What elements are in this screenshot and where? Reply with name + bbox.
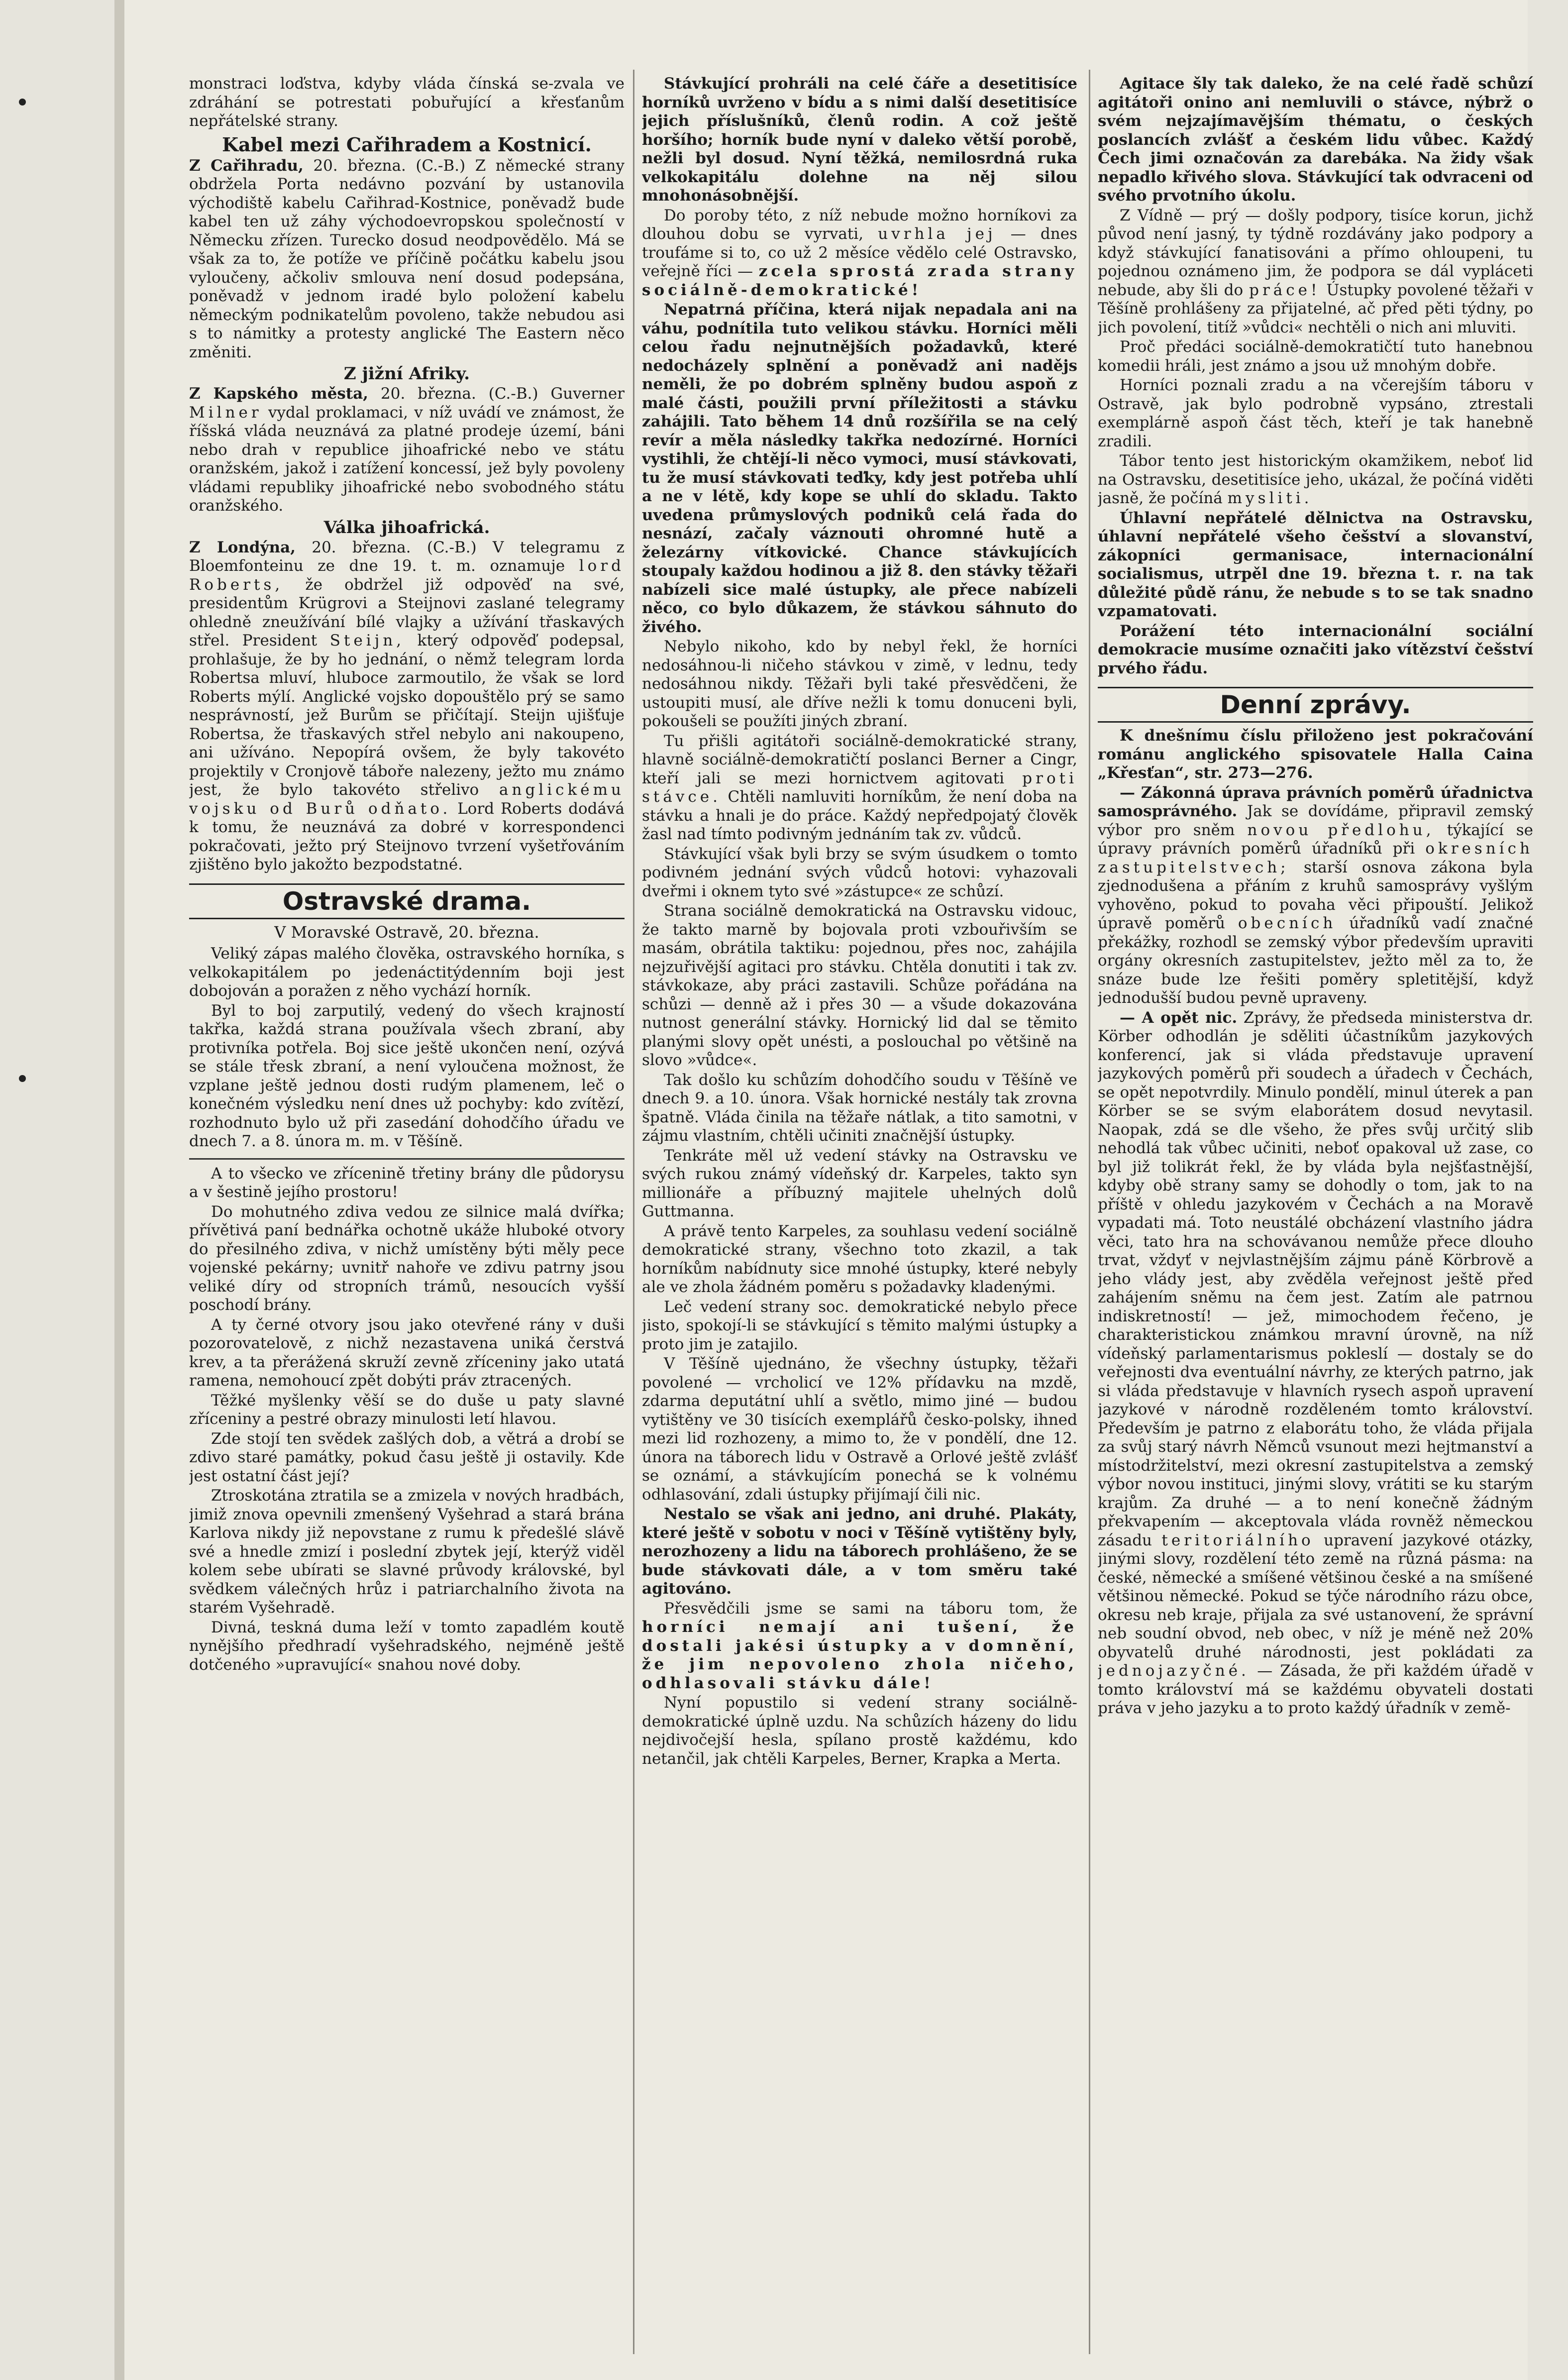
spaced-name: lord Roberts, xyxy=(189,557,625,594)
article-kabel xyxy=(189,157,625,362)
spaced-phrase: horníci nemají ani tušení, že dostali jakési ústupky a v domnění, že jim nepovoleno zhola ničeho, odhlasovali stávku dále! xyxy=(642,1618,1077,1692)
text: Zprávy, že předseda ministerstva dr. Körber odhodlán je sděliti účastníkům jazykových konferencí, jak si vláda představuje upravení jazykových poměrů při soudech a úřadech v Čechách, se opět nepotvrdily. Minulo pondělí, minul úterek a pan Körber se se svým elaborátem dosud nevytasil. Naopak, zdá se dle všeho, že přes svůj určitý slib nehodlá tak vůbec učiniti, neboť opakoval už zase, co byl již tolikrát řekl, že by vláda byla nejšťastnější, kdyby obě strany samy se dohodly o tom, jak to na příště v ohledu jazykovém v Čechách a na Moravě vypadati má. Toto neustálé obcházení vlastního jádra věci, tato hra na schovávanou nemůže přece dlouho trvat, vždyť v nejvlastnějším zájmu páně Körbrově a jeho vlády jest, aby zvěděla veřejnost ještě před zahájením sněmu na čem jest. Zatím ale patrnou indiskretností! — jež, mimochodem řečeno, je charakteristickou známkou mravní úrovně, na níž vídeňský parlamentarismus pokleslí — dostaly se do veřejnosti dva eventuální návrhy, ze kterých patrno, jak si vláda představuje v hlavních rysech aspoň upravení jazykové v národně rozděleném tomto království. Především je patrno z elaborátu toho, že vláda přijala za svůj starý návrh Němců vsunout mezi hejtmanství a místodržitelství, mezi okresní zastupitelstva a zemský výbor novou instituci, jinými slovy, vrátiti se ku starým krajům. Za druhé — a to není konečně žádným překvapením — akceptovala vláda rovněž německou zásadu xyxy=(1098,1008,1533,1549)
paragraph: Byl to boj zarputilý, vedený do všech krajností takřka, každá strana používala všech zbraní, aby protivníka potřela. Boj sice ještě ukončen není, ozývá se stále třesk zbraní, a není vyloučena možnost, že vzplane ještě jednou dosti rudým plamenem, leč o konečném výsledku není dnes už pochyby: kdo zvítězí, rozhodnuto bylo už při zasedání dohodčího úřadu ve dnech 7. a 8. února m. m. v Těšíně. xyxy=(189,1001,625,1150)
feuilleton-paragraph: Do mohutného zdiva vedou ze silnice malá dvířka; přívětivá paní bednářka ochotně ukáže hluboké otvory do přesilného zdiva, v nichž umístěny býti měly pece vojenské pekárny; uvnitř nahoře ve zdivu patrny jsou veliké díry od stropních trámů, nesoucích vyšší poschodí brány. xyxy=(189,1202,625,1314)
article-body: Z německé strany obdržela Porta nedávno pozvání by ustanovila východiště kabelu Cařihrad-Kostnice, poněvadž bude kabel ten už záhy východoevropskou společností v Německu zřízen. Turecko dosud neodpovědělo. Má se však za to, že potíže ve příčině počátku kabelu jsou vyloučeny, ačkoliv smlouva není dosud podepsána, poněvadž v jednom iradé bylo položení kabelu německým podnikatelům povoleno, takže nebudou asi s to námitky a protesty anglické The Eastern něco změniti. xyxy=(189,156,625,361)
paragraph: Nestalo se však ani jedno, ani druhé. Plakáty, které ještě v sobotu v noci v Těšíně vytištěny byly, nerozhozeny a lidu na táborech prohlášeno, že se bude stávkovati dále, a v tom směru také agitováno. xyxy=(642,1505,1077,1598)
paragraph: Agitace šly tak daleko, že na celé řadě schůzí agitátoři onino ani nemluvili o stávce, nýbrž o svém nejzajímavějším thématu, o českých poslancích zvlášť a českém lidu vůbec. Každý Čech jimi označován za darebáka. Na židy však nepadlo křivého slova. Stávkující tak odvraceni od svého prvotního úkolu. xyxy=(1098,75,1533,205)
spaced-phrase: práce! xyxy=(1249,281,1321,299)
paragraph: Stávkující však byli brzy se svým úsudkem o tomto podivném jednání svých vůdců hotovi: vyhazovali dveřmi i oknem tyto své »zástupce« ze schůzí. xyxy=(642,845,1077,900)
text: Z Vídně — prý — došly podpory, tisíce korun, jichž původ není jasný, ty týdně rozdávány jako podpory a když stávkující fanatisováni a přímo ohloupeni, tu pojednou oznámeno jim, že podpora se dál vypláceti nebude, aby šli do xyxy=(1098,206,1533,299)
text: Ústupky povolené těžaři v Těšíně prohlášeny za přijatelné, ač před pěti týdny, po jich povolení, titíž »vůdci« nechtěli o nich ani mluviti. xyxy=(1098,281,1533,336)
paragraph: V Těšíně ujednáno, že všechny ústupky, těžaři povolené — vrcholicí ve 12% přídavku na mzdě, zdarma deputátní uhlí a světlo, mimo jiné — budou vytištěny ve 30 tisících exemplářů česko-polsky, ihned mezi lid rozhozeny, a mimo to, že v pondělí, dne 12. února na táborech lidu v Ostravě a Orlové ještě zvlášť se oznámí, a stávkujícím ponechá se k volnému odhlasování, zdali ústupky přijímají čili nic. xyxy=(642,1355,1077,1504)
article-body: Lord Roberts dodává k tomu, že neuznává za dobré v korrespondenci pokračovati, ježto prý Steijnovo tvrzení vyšetřováním zjištěno bylo jakožto bezpodstatné. xyxy=(189,799,625,873)
spaced-phrase: anglickému vojsku od Burů odňato. xyxy=(189,781,625,818)
spaced-phrase: mysliti. xyxy=(1227,489,1313,507)
dateline: V Moravské Ostravě, 20. března. xyxy=(274,922,539,942)
text: Chtěli namluviti horníkům, že není doba na stávku a hnali je do práce. Každý nepředpojatý člověk žasl nad tímto podivným jednáním tak zv. vůdců. xyxy=(642,788,1077,843)
paragraph: Leč vedení strany soc. demokratické nebylo přece jisto, spokojí-li se stávkující s těmito malými ústupky a proto jim je zatajilo. xyxy=(642,1298,1077,1353)
paragraph xyxy=(642,1600,1077,1693)
news-item xyxy=(1098,784,1533,1008)
text: úřadníků vadí značné překážky, rozhodl se zemský výbor především upraviti orgány okresních zastupitelstev, ježto měl za to, že snáze bude lze řešiti poměry spletitější, když jednodušší budou pevně upraveny. xyxy=(1098,914,1533,1007)
paragraph: monstraci loďstva, kdyby vláda čínská se-zvala ve zdráhání se potrestati pobuřující a křesťanům nepřátelské strany. xyxy=(189,75,625,130)
paragraph: Porážení této internacionální sociální demokracie musíme označiti jako vítězství češství prvého řádu. xyxy=(1098,622,1533,677)
paragraph: Nyní popustilo si vedení strany sociálně-demokratické úplně uzdu. Na schůzích házeny do lidu nejdivočejší hesla, spílano prostě každému, kdo netančil, jak chtěli Karpeles, Berner, Krapka a Merta. xyxy=(642,1694,1077,1768)
spaced-phrase: teritoriálního xyxy=(1161,1531,1314,1549)
paragraph: Strana sociálně demokratická na Ostravsku vidouc, že takto marně by bojovala proti vzbouřivším se masám, obrátila taktiku: pojednou, přes noc, zahájila nejzuřivější agitaci pro stávku. Chtěla donutiti i tak zv. stávkokaze, aby práci zastavili. Schůze pořádána na schůzi — denně až i přes 30 — a všude dokazována nutnost generální stávky. Hornický lid dal se těmito planými slovy opět unésti, a poslouchal po většině na slovo »vůdce«. xyxy=(642,902,1077,1069)
dateline-date: 20. března. (C.-B.) xyxy=(312,538,477,556)
paragraph: Proč předáci sociálně-demokratičtí tuto hanebnou komedii hráli, jest známo a jsou už mnohým dobře. xyxy=(1098,338,1533,375)
headline-drama: Ostravské drama. xyxy=(189,883,625,919)
dateline-place: Z Kapského města, xyxy=(189,385,369,403)
headline-afrika: Z jižní Afriky. xyxy=(343,364,470,384)
column-right xyxy=(1098,75,1533,2354)
spaced-name: Steijn, xyxy=(329,632,405,649)
spaced-phrase: obecních xyxy=(1238,914,1337,932)
spaced-phrase: jednojazyčné. xyxy=(1098,1662,1250,1680)
punch-hole-mark xyxy=(19,99,26,106)
spaced-name: Milner xyxy=(189,403,262,422)
paragraph: Tenkráte měl už vedení stávky na Ostravsku ve svých rukou známý vídeňský dr. Karpeles, takto syn millionáře a příbuzný majitele uhelných dolů Guttmanna. xyxy=(642,1146,1077,1220)
paragraph: Nebylo nikoho, kdo by nebyl řekl, že horníci nedosáhnou-li ničeho stávkou v zimě, v lednu, tedy nedosáhnou nikdy. Těžaři byli také přesvědčeni, že ustoupiti musí, ale dříve nežli k tomu donuceni byli, pokoušeli se použíti jiných zbraní. xyxy=(642,638,1077,730)
paragraph: Stávkující prohráli na celé čáře a desetitisíce horníků uvrženo v bídu a s nimi další desetitisíce jejich příslušníků, členů rodin. A což ještě horšího; horník bude nyní v daleko větší porobě, nežli byl dosud. Nyní těžká, nemilosrdná ruka velkokapitálu dolehne na něj silou mnohonásobnější. xyxy=(642,75,1077,205)
paragraph: Horníci poznali zradu a na včerejším táboru v Ostravě, jak bylo podrobně vypsáno, ztrestali exemplárně aspoň část těch, kteří je tak hanebně zradili. xyxy=(1098,376,1533,450)
article-body: (C.-B.) Guverner xyxy=(488,385,625,403)
feuilleton-paragraph: Zde stojí ten svědek zašlých dob, a větrá a drobí se zdivo staré památky, pokud času ještě ji ostavily. Kde jest ostatní část její? xyxy=(189,1429,625,1485)
dateline-date: 20. března. (C.-B.) xyxy=(313,156,466,175)
text: — dnes troufáme si to, co už 2 měsíce vědělo celé Ostravsko, veřejně říci — xyxy=(642,225,1077,280)
text: Do poroby této, z níž nebude možno horníkovi za dlouhou dobu se vyrvati, xyxy=(642,206,1077,243)
feuilleton-divider xyxy=(189,1158,625,1160)
feuilleton-paragraph: A ty černé otvory jsou jako otevřené rány v duši pozorovatelově, z nichž nezastavena uniká čerstvá krev, a ta přerážená skruží zevně zříceniny jako utatá ramena, nemohoucí zpět dobýti práv ztracených. xyxy=(189,1315,625,1390)
paragraph: Veliký zápas malého člověka, ostravského horníka, s velkokapitálem po jedenáctitýdenním boji jest dobojován a poražen z něho vychází horník. xyxy=(189,945,625,1000)
headline-denni-zpravy: Denní zprávy. xyxy=(1098,687,1533,723)
paragraph xyxy=(642,732,1077,844)
text: Jak se dovídáme, připravil zemský výbor pro sněm xyxy=(1098,802,1533,839)
dateline-place: Z Cařihradu, xyxy=(189,156,304,175)
text: upravení jazykové otázky, jinými slovy, rozdělení této země na různá pásma: na české, německé a smíšené většinou české a na smíšené většinou německé. Pokud se týče národního rázu obce, okresu neb kraje, přijala za své ustanovení, že správní neb soudní obvod, neb obec, v níž je méně než 20% obyvatelů druhé národnosti, jest pokládati za xyxy=(1098,1531,1533,1661)
paragraph xyxy=(642,207,1077,300)
spaced-phrase: novou předlohu, xyxy=(1247,821,1435,839)
text: Přesvědčili jsme se sami na táboru tom, že xyxy=(664,1599,1077,1618)
news-item xyxy=(1098,1009,1533,1718)
feuilleton-paragraph: Ztroskotána ztratila se a zmizela v nových hradbách, jimiž znova opevnili zmenšený Vyšehrad a stará brána Karlova nikdy již nepovstane z rumu k předešlé slávě své a hnedle zmizí i poslední zbytek její, kterýž viděl kolem sebe ubírati se slavné průvody královské, byl svědkem válečných hrůz i patriarchalního života na starém Vyšehradě. xyxy=(189,1487,625,1617)
paragraph: Tak došlo ku schůzím dohodčího soudu v Těšíně ve dnech 9. a 10. února. Však hornické nestály tak zrovna špatně. Vláda činila na těžaře nátlak, a tito samotni, v zájmu vlastním, chtěli učiniti značnější ústupky. xyxy=(642,1071,1077,1145)
dateline-place: Z Londýna, xyxy=(189,538,296,556)
paragraph xyxy=(1098,207,1533,337)
text: týkající se úpravy právních poměrů úřadníků při xyxy=(1098,821,1533,858)
spaced-phrase: okresních zastupitelstvech; xyxy=(1098,840,1533,876)
headline-kabel: Kabel mezi Cařihradem a Kostnicí. xyxy=(222,133,592,156)
feuilleton-paragraph: A to všecko ve zřícenině třetiny brány dle půdorysu a v šestině jejího prostoru! xyxy=(189,1164,625,1201)
feuilleton-paragraph: Divná, teskná duma leží v tomto zapadlém koutě nynějšího předhradí vyšehradského, nejméně ještě dotčeného »upravující« snahou nové doby. xyxy=(189,1618,625,1674)
paragraph: A právě tento Karpeles, za souhlasu vedení sociálně demokratické strany, všechno toto zkazil, a tak horníkům nabídnuty sice mnohé ústupky, které nebyly ale ve zhola žádném poměru s požadavky kladenými. xyxy=(642,1222,1077,1296)
headline-valka: Válka jihoafrická. xyxy=(323,517,490,538)
article-londyn xyxy=(189,539,625,874)
column-rule xyxy=(1089,70,1090,2354)
article-body: vydal proklamaci, v níž uvádí ve známost, že říšská vláda neuznává za platné prodeje území, báni nebo drah v republice jihoafrické nebo ve státu oranžském, jakož i zatížení koncessí, jež byly povoleny vládami republiky jihoafrické nebo svobodného státu oranžského. xyxy=(189,403,625,515)
article-body: V telegramu z Bloemfonteinu ze dne 19. t. m. oznamuje xyxy=(189,538,625,575)
paragraph: Úhlavní nepřátelé dělnictva na Ostravsku, úhlavní nepřátelé všeho češství a slovanství, zákopníci germanisace, internacionální socialismus, utrpěl dne 19. března t. r. na tak důležité půdě ránu, že nebude s to se tak snadno vzpamatovati. xyxy=(1098,509,1533,620)
text: starší osnova zákona byla zjednodušena a přáním z kruhů samosprávy vyšlým vyhověno, pokud to povaha věci připouští. Jelikož úpravě poměrů xyxy=(1098,858,1533,932)
paragraph xyxy=(1098,452,1533,508)
dateline-date: 20. března. xyxy=(381,385,476,403)
text: Tábor tento jest historickým okamžikem, neboť lid na Ostravsku, desetitisíce jeho, ukázal, že počíná viděti jasně, že počíná xyxy=(1098,452,1533,507)
column-left xyxy=(189,75,625,2354)
spaced-phrase: proti stávce. xyxy=(642,769,1077,806)
article-body: který odpověď podepsal, prohlašuje, že by ho jednání, o němž telegram lorda Robertsa mluví, hluboce zarmoutilo, že však se lord Roberts mýlí. Anglické vojsko dopouštělo prý se samo nesprávností, jež Burům se přičítají. Steijn ujišťuje Robertsa, že třaskavých střel nebylo ani nakoupeno, ani užíváno. Nepopírá ovšem, že byly takovéto projektily v Cronjově táboře nalezeny, ježto mu známo jest, že bylo takovéto střelivo xyxy=(189,632,625,799)
column-rule xyxy=(633,70,634,2354)
news-title: — Zákonná úprava právních poměrů úřadnictva samosprávného. xyxy=(1098,783,1533,820)
paragraph: Nepatrná příčina, která nijak nepadala ani na váhu, podnítila tuto velikou stávku. Horníci měli celou řadu nejnutnějších požadavků, které nedocházely splnění a poněvadž ani nadějs neměli, že po dobrém splněny budou aspoň z malé části, použili první příležitosti a stávku zahájili. Tato během 14 dnů rozšířila se na celý revír a měla následky takřka nedozírné. Horníci vystihli, že chtějí-li něco vymoci, musí stávkovati, tu že musí stávkovati teďky, kdy jest potřeba uhlí a ne v létě, kdy kope se uhlí do skladu. Takto uvedena průmyslových podniků celá řada do nesnází, začaly váznouti ohromné hutě a železárny vítkovické. Chance stávkujících stoupaly každou hodinou a již 8. den stávky těžaři nabízeli sice malé ústupky, ale přece nabízeli něco, co bylo důkazem, že stávkou sáhnuto do živého. xyxy=(642,301,1077,636)
text: Tu přišli agitátoři sociálně-demokratické strany, hlavně sociálně-demokratičtí poslanci Berner a Cingr, kteří jali se mezi hornictvem agitovati xyxy=(642,732,1077,787)
notice: K dnešnímu číslu přiloženo jest pokračování románu anglického spisovatele Halla Caina „Křesťan“, str. 273—276. xyxy=(1098,727,1533,782)
column-middle xyxy=(642,75,1077,2354)
news-title: — A opět nic. xyxy=(1120,1008,1238,1027)
spaced-phrase: zcela sprostá zrada strany sociálně-demokratické! xyxy=(642,262,1077,299)
punch-hole-mark xyxy=(19,1075,26,1082)
article-body: že obdržel již odpověď na své, presidentům Krügrovi a Steijnovi zaslané telegramy ohledně zneužívání bílé vlajky a užívání třaskavých střel. President xyxy=(189,575,625,649)
spaced-phrase: uvrhla jej xyxy=(878,225,996,243)
feuilleton-paragraph: Těžké myšlenky věší se do duše u paty slavné zříceniny a pestré obrazy minulosti letí hlavou. xyxy=(189,1391,625,1428)
text: — Zásada, že při každém úřadě v tomto království má se každému obyvateli dostati práva v jeho jazyku a to proto každý úřadník v země- xyxy=(1098,1662,1533,1717)
article-kap xyxy=(189,385,625,516)
